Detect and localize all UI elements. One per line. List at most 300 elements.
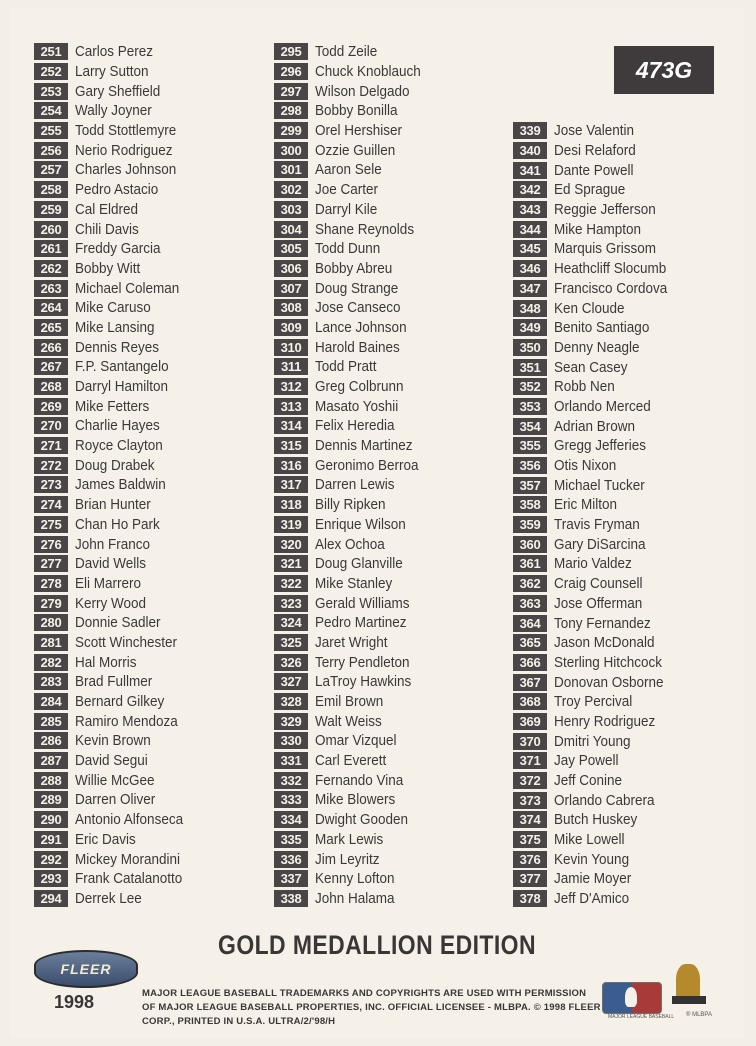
player-name: Eric Milton (554, 496, 618, 514)
player-name: Troy Percival (554, 693, 633, 711)
player-name: LaTroy Hawkins (315, 673, 412, 691)
player-name: Kenny Lofton (315, 870, 395, 888)
checklist-row (274, 574, 433, 594)
checklist-column-3 (513, 121, 680, 909)
card-number: 328 (274, 693, 308, 710)
player-name: Mickey Morandini (75, 850, 181, 868)
checklist-row (34, 613, 195, 633)
legal-text: MAJOR LEAGUE BASEBALL TRADEMARKS AND COPYRIGHTS ARE USED WITH PERMISSION OF MAJOR LEAGUE BASEBALL PROPERTIES, INC. OFFICIAL LICENSEE - MLBPA. © 1998 FLEER CORP., PRINTED IN U.S.A. ULTRA/2/'98/H (142, 988, 601, 1027)
checklist-row (34, 259, 195, 279)
player-name: Nerio Rodriguez (75, 141, 173, 159)
player-name: Chuck Knoblauch (315, 63, 421, 81)
checklist-row (274, 180, 433, 200)
card-number: 307 (274, 280, 308, 297)
card-number: 318 (274, 496, 308, 513)
checklist-row (513, 889, 680, 909)
player-name: Michael Coleman (75, 279, 180, 297)
checklist-row (513, 121, 680, 141)
card-number: 278 (34, 575, 68, 592)
player-name: Antonio Alfonseca (75, 811, 184, 829)
player-name: Dante Powell (554, 161, 634, 179)
checklist-row (274, 711, 433, 731)
player-name: Travis Fryman (554, 516, 640, 534)
player-name: Chili Davis (75, 220, 139, 238)
checklist-row (34, 298, 195, 318)
checklist-row (274, 101, 433, 121)
card-number: 283 (34, 673, 68, 690)
checklist-row (274, 357, 433, 377)
player-name: Desi Relaford (554, 142, 636, 160)
card-number: 361 (513, 555, 547, 572)
card-number: 368 (513, 693, 547, 710)
card-number: 254 (34, 102, 68, 119)
player-name: Willie McGee (75, 771, 155, 789)
card-number: 270 (34, 417, 68, 434)
player-name: Gregg Jefferies (554, 437, 647, 455)
player-name: Derrek Lee (75, 889, 142, 907)
card-number: 298 (274, 102, 308, 119)
player-name: Orlando Merced (554, 397, 651, 415)
card-number: 352 (513, 378, 547, 395)
checklist-row (513, 357, 680, 377)
checklist-row (513, 239, 680, 259)
card-number: 326 (274, 654, 308, 671)
player-name: James Baldwin (75, 476, 166, 494)
player-name: Darren Lewis (315, 476, 395, 494)
checklist-row (513, 338, 680, 358)
card-number: 372 (513, 772, 547, 789)
checklist-row (34, 180, 195, 200)
player-name: Wilson Delgado (315, 82, 410, 100)
checklist-row (34, 278, 195, 298)
card-number: 359 (513, 516, 547, 533)
checklist-row (34, 672, 195, 692)
card-number: 276 (34, 536, 68, 553)
player-name: Butch Huskey (554, 811, 638, 829)
player-name: Charles Johnson (75, 161, 177, 179)
player-name: Gary Sheffield (75, 82, 161, 100)
card-number: 334 (274, 811, 308, 828)
checklist-column-2 (274, 42, 433, 908)
player-name: Dmitri Young (554, 732, 631, 750)
checklist-row (34, 101, 195, 121)
card-number: 300 (274, 142, 308, 159)
card-number: 343 (513, 201, 547, 218)
checklist-row (34, 219, 195, 239)
player-name: Bobby Bonilla (315, 102, 398, 120)
card-number: 261 (34, 240, 68, 257)
card-number: 321 (274, 555, 308, 572)
checklist-row (513, 672, 680, 692)
player-name: Doug Drabek (75, 456, 155, 474)
checklist-row (513, 790, 680, 810)
card-number: 306 (274, 260, 308, 277)
player-name: Bernard Gilkey (75, 693, 165, 711)
checklist-row (274, 770, 433, 790)
player-name: Jamie Moyer (554, 870, 632, 888)
card-number: 274 (34, 496, 68, 513)
card-number: 323 (274, 595, 308, 612)
card-number: 271 (34, 437, 68, 454)
player-name: Henry Rodriguez (554, 712, 656, 730)
player-name: Heathcliff Slocumb (554, 260, 667, 278)
card-number: 287 (34, 752, 68, 769)
player-name: Mario Valdez (554, 555, 632, 573)
checklist-row (34, 790, 195, 810)
card-number: 290 (34, 811, 68, 828)
checklist-row (513, 554, 680, 574)
checklist-row (274, 495, 433, 515)
checklist-row (34, 711, 195, 731)
checklist-row (274, 278, 433, 298)
checklist-row (274, 318, 433, 338)
card-number: 264 (34, 299, 68, 316)
card-number: 356 (513, 457, 547, 474)
checklist-row (274, 692, 433, 712)
player-name: Robb Nen (554, 378, 615, 396)
checklist-row (274, 810, 433, 830)
checklist-row (274, 613, 433, 633)
player-name: Wally Joyner (75, 102, 152, 120)
card-number: 304 (274, 221, 308, 238)
player-name: Emil Brown (315, 693, 384, 711)
player-name: Lance Johnson (315, 318, 407, 336)
card-number: 252 (34, 63, 68, 80)
checklist-row (274, 869, 433, 889)
card-number: 329 (274, 713, 308, 730)
checklist-row (513, 869, 680, 889)
player-name: Hal Morris (75, 653, 137, 671)
player-name: Ramiro Mendoza (75, 712, 178, 730)
edition-title: GOLD MEDALLION EDITION (218, 930, 536, 960)
card-number: 330 (274, 732, 308, 749)
card-number: 309 (274, 319, 308, 336)
player-name: Donnie Sadler (75, 614, 161, 632)
checklist-row (513, 751, 680, 771)
card-number: 342 (513, 181, 547, 198)
player-name: Jose Offerman (554, 594, 643, 612)
checklist-row (513, 574, 680, 594)
card-number: 281 (34, 634, 68, 651)
card-number: 366 (513, 654, 547, 671)
player-name: Omar Vizquel (315, 732, 397, 750)
card-number: 345 (513, 240, 547, 257)
player-name: Ozzie Guillen (315, 141, 396, 159)
player-name: Darren Oliver (75, 791, 156, 809)
player-name: Greg Colbrunn (315, 378, 404, 396)
checklist-row (34, 200, 195, 220)
player-name: Ed Sprague (554, 181, 626, 199)
card-number: 297 (274, 83, 308, 100)
card-number: 314 (274, 417, 308, 434)
card-number: 346 (513, 260, 547, 277)
card-number: 284 (34, 693, 68, 710)
checklist-row (34, 140, 195, 160)
player-name: Sterling Hitchcock (554, 653, 663, 671)
player-name: Jeff Conine (554, 772, 623, 790)
checklist-row (34, 554, 195, 574)
player-name: David Segui (75, 752, 148, 770)
checklist-row (274, 416, 433, 436)
player-name: Eric Davis (75, 830, 136, 848)
player-name: Frank Catalanotto (75, 870, 183, 888)
card-number: 333 (274, 791, 308, 808)
checklist-row (34, 42, 195, 62)
checklist-row (513, 180, 680, 200)
checklist-row (34, 889, 195, 909)
player-name: Todd Stottlemyre (75, 122, 177, 140)
player-name: Ken Cloude (554, 299, 625, 317)
checklist-row (274, 259, 433, 279)
card-number: 355 (513, 437, 547, 454)
checklist-row (274, 140, 433, 160)
card-number: 375 (513, 831, 547, 848)
checklist-row (274, 298, 433, 318)
card-number: 367 (513, 674, 547, 691)
player-name: Sean Casey (554, 358, 628, 376)
player-name: Tony Fernandez (554, 614, 651, 632)
checklist-row (34, 849, 195, 869)
player-name: Kevin Brown (75, 732, 151, 750)
card-number: 302 (274, 181, 308, 198)
player-name: F.P. Santangelo (75, 358, 169, 376)
player-name: Gerald Williams (315, 594, 410, 612)
checklist-row (274, 830, 433, 850)
player-name: Felix Heredia (315, 417, 395, 435)
checklist-row (34, 337, 195, 357)
card-number: 338 (274, 890, 308, 907)
player-name: Scott Winchester (75, 633, 178, 651)
player-name: Bobby Witt (75, 259, 141, 277)
card-number: 371 (513, 752, 547, 769)
card-number: 324 (274, 614, 308, 631)
player-name: Jose Valentin (554, 122, 635, 140)
checklist-row (513, 298, 680, 318)
card-number: 313 (274, 398, 308, 415)
card-number: 265 (34, 319, 68, 336)
checklist-row (274, 889, 433, 909)
card-number: 292 (34, 851, 68, 868)
card-number: 255 (34, 122, 68, 139)
checklist-row (274, 377, 433, 397)
checklist-row (513, 731, 680, 751)
player-name: Alex Ochoa (315, 535, 385, 553)
checklist-row (34, 692, 195, 712)
card-number: 341 (513, 162, 547, 179)
checklist-column-1 (34, 42, 195, 908)
card-number: 299 (274, 122, 308, 139)
checklist-row (34, 534, 195, 554)
player-name: Kerry Wood (75, 594, 147, 612)
player-name: John Franco (75, 535, 151, 553)
checklist-row (34, 239, 195, 259)
checklist-row (34, 436, 195, 456)
player-name: Mike Caruso (75, 299, 151, 317)
player-name: Darryl Hamilton (75, 378, 169, 396)
checklist-row (274, 160, 433, 180)
player-name: Doug Strange (315, 279, 399, 297)
card-number: 378 (513, 890, 547, 907)
checklist-row (274, 751, 433, 771)
player-name: Mike Lowell (554, 831, 625, 849)
card-number: 365 (513, 634, 547, 651)
checklist-row (513, 456, 680, 476)
player-name: Jose Canseco (315, 299, 401, 317)
player-name: Jim Leyritz (315, 850, 380, 868)
checklist-row (34, 869, 195, 889)
player-name: Jeff D'Amico (554, 890, 630, 908)
card-number: 296 (274, 63, 308, 80)
player-name: Adrian Brown (554, 417, 636, 435)
card-number: 325 (274, 634, 308, 651)
player-name: Dennis Reyes (75, 338, 160, 356)
player-name: Mark Lewis (315, 830, 384, 848)
player-name: Mike Blowers (315, 791, 396, 809)
card-number: 295 (274, 43, 308, 60)
checklist-row (34, 121, 195, 141)
card-number: 349 (513, 319, 547, 336)
checklist-row (34, 633, 195, 653)
year-label: 1998 (54, 992, 95, 1012)
card-number: 340 (513, 142, 547, 159)
card-number: 262 (34, 260, 68, 277)
card-number: 357 (513, 477, 547, 494)
card-number: 288 (34, 772, 68, 789)
card-number: 377 (513, 870, 547, 887)
checklist-row (274, 121, 433, 141)
player-name: Pedro Martinez (315, 614, 407, 632)
player-name: Craig Counsell (554, 575, 643, 593)
card-number: 376 (513, 851, 547, 868)
card-number: 369 (513, 713, 547, 730)
checklist-row (513, 397, 680, 417)
card-number: 291 (34, 831, 68, 848)
card-number: 350 (513, 339, 547, 356)
player-name: Billy Ripken (315, 496, 386, 514)
player-name: Benito Santiago (554, 319, 650, 337)
player-name: Larry Sutton (75, 63, 149, 81)
card-number: 327 (274, 673, 308, 690)
player-name: Reggie Jefferson (554, 201, 656, 219)
card-number: 364 (513, 615, 547, 632)
card-number: 277 (34, 555, 68, 572)
mlbpa-logo-label: ® MLBPA (686, 1012, 712, 1018)
mlb-logo-icon (602, 982, 662, 1014)
player-name: Carlos Perez (75, 43, 154, 61)
checklist-row (513, 633, 680, 653)
card-number: 253 (34, 83, 68, 100)
card-number: 286 (34, 732, 68, 749)
player-name: Donovan Osborne (554, 673, 664, 691)
card-number: 263 (34, 280, 68, 297)
card-number: 267 (34, 358, 68, 375)
card-number: 257 (34, 161, 68, 178)
checklist-row (274, 593, 433, 613)
player-name: Carl Everett (315, 752, 387, 770)
card-number: 293 (34, 870, 68, 887)
checklist-row (34, 81, 195, 101)
card-number: 347 (513, 280, 547, 297)
card-number: 251 (34, 43, 68, 60)
checklist-row (274, 337, 433, 357)
checklist-row (34, 475, 195, 495)
checklist-row (274, 396, 433, 416)
checklist-row (34, 318, 195, 338)
checklist-row (34, 416, 195, 436)
checklist-row (513, 613, 680, 633)
checklist-row (513, 810, 680, 830)
checklist-row (513, 259, 680, 279)
checklist-row (34, 396, 195, 416)
checklist-row (513, 495, 680, 515)
mlb-logo-label: MAJOR LEAGUE BASEBALL (608, 1014, 675, 1020)
card-number: 260 (34, 221, 68, 238)
checklist-row (513, 475, 680, 495)
player-name: Masato Yoshii (315, 397, 399, 415)
card-number: 354 (513, 418, 547, 435)
card-number: 269 (34, 398, 68, 415)
player-name: Bobby Abreu (315, 259, 393, 277)
card-number: 373 (513, 792, 547, 809)
card-number: 360 (513, 536, 547, 553)
card-number: 272 (34, 457, 68, 474)
card-number: 289 (34, 791, 68, 808)
checklist-row (274, 633, 433, 653)
player-name: Royce Clayton (75, 437, 163, 455)
card-number: 332 (274, 772, 308, 789)
checklist-card (10, 8, 744, 1038)
card-number: 348 (513, 300, 547, 317)
player-name: Mike Fetters (75, 397, 150, 415)
checklist-row (274, 731, 433, 751)
checklist-row (513, 416, 680, 436)
player-name: Mike Hampton (554, 220, 642, 238)
card-number: 370 (513, 733, 547, 750)
card-number: 301 (274, 161, 308, 178)
checklist-row (34, 770, 195, 790)
player-name: Walt Weiss (315, 712, 382, 730)
checklist-row (513, 515, 680, 535)
checklist-row (513, 594, 680, 614)
checklist-row (274, 790, 433, 810)
card-number: 319 (274, 516, 308, 533)
checklist-row (513, 279, 680, 299)
checklist-row (513, 830, 680, 850)
card-number: 273 (34, 476, 68, 493)
player-name: Terry Pendleton (315, 653, 410, 671)
player-name: Mike Stanley (315, 574, 393, 592)
checklist-row (513, 219, 680, 239)
player-name: Cal Eldred (75, 200, 139, 218)
card-number: 294 (34, 890, 68, 907)
checklist-row (274, 62, 433, 82)
checklist-row (274, 534, 433, 554)
checklist-row (34, 830, 195, 850)
card-number: 305 (274, 240, 308, 257)
player-name: Jay Powell (554, 752, 619, 770)
card-number-badge: 473G (614, 46, 714, 94)
card-number: 312 (274, 378, 308, 395)
card-number: 317 (274, 476, 308, 493)
card-number: 310 (274, 339, 308, 356)
checklist-row (513, 712, 680, 732)
checklist-row (274, 200, 433, 220)
card-number: 353 (513, 398, 547, 415)
checklist-row (34, 652, 195, 672)
player-name: Freddy Garcia (75, 240, 161, 258)
player-name: Denny Neagle (554, 338, 640, 356)
player-name: Todd Pratt (315, 358, 377, 376)
